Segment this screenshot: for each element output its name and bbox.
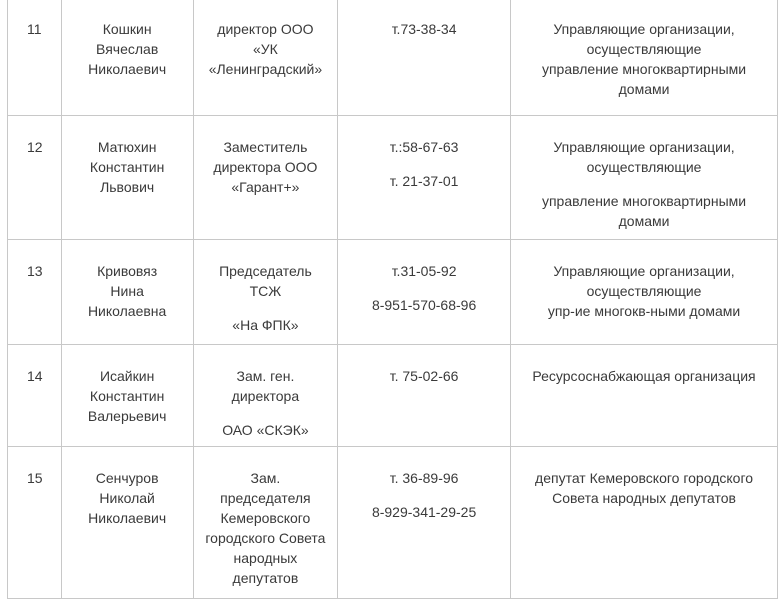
- row-number: 14: [8, 345, 62, 447]
- person-name: Матюхин Константин Львович: [61, 116, 193, 240]
- contacts-table: [7, 0, 778, 599]
- person-position: Зам. ген. директора ОАО «СКЭК»: [193, 345, 337, 447]
- table-row: [8, 240, 778, 345]
- phone-numbers: т. 36-89-96 8-929-341-29-25: [338, 447, 511, 599]
- table-row: [8, 345, 778, 447]
- person-name: Кошкин Вячеслав Николаевич: [61, 0, 193, 116]
- person-name: Исайкин Константин Валерьевич: [61, 345, 193, 447]
- person-name: Сенчуров Николай Николаевич: [61, 447, 193, 599]
- row-number: 12: [8, 116, 62, 240]
- person-position: Председатель ТСЖ «На ФПК»: [193, 240, 337, 345]
- row-number: 13: [8, 240, 62, 345]
- organization-type: депутат Кемеровского городского Совета народных депутатов: [511, 447, 778, 599]
- person-position: Зам. председателя Кемеровского городского Совета народных депутатов: [193, 447, 337, 599]
- organization-type: Управляющие организации, осуществляющие управление многоквартирными домами: [511, 0, 778, 116]
- row-number: 11: [8, 0, 62, 116]
- table-row: [8, 0, 778, 116]
- table-row: [8, 116, 778, 240]
- organization-type: Управляющие организации, осуществляющие упр-ие многокв-ными домами: [511, 240, 778, 345]
- organization-type: Ресурсоснабжающая организация: [511, 345, 778, 447]
- person-position: директор ООО «УК «Ленинградский»: [193, 0, 337, 116]
- phone-numbers: т.73-38-34: [338, 0, 511, 116]
- phone-numbers: т.31-05-92 8-951-570-68-96: [338, 240, 511, 345]
- table-row: [8, 447, 778, 599]
- person-position: Заместитель директора ООО «Гарант+»: [193, 116, 337, 240]
- row-number: 15: [8, 447, 62, 599]
- organization-type: Управляющие организации, осуществляющие управление многоквартирными домами: [511, 116, 778, 240]
- phone-numbers: т. 75-02-66: [338, 345, 511, 447]
- person-name: Кривовяз Нина Николаевна: [61, 240, 193, 345]
- phone-numbers: т.:58-67-63 т. 21-37-01: [338, 116, 511, 240]
